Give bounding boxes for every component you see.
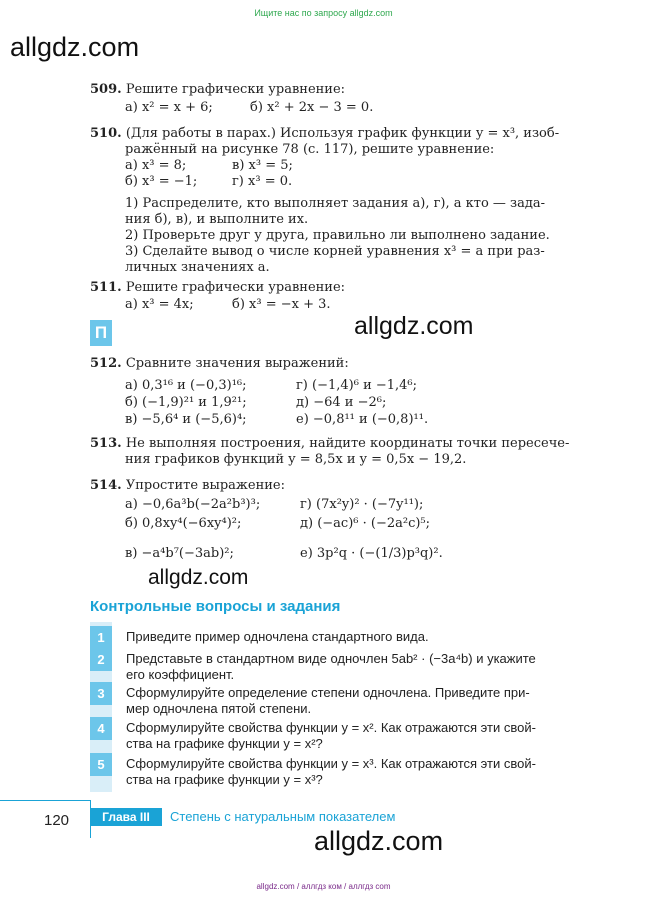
pair-work-marker: П [90,320,112,346]
bottom-links[interactable]: allgdz.com / аллгдз ком / аллгдз com [256,882,391,891]
question-text: Сформулируйте определение степени одночлена. Приведите при- [126,685,530,700]
step-510-1: 1) Распределите, кто выполняет задания а), г), а кто — зада- [125,196,546,211]
item-514-v: в) −a⁴b⁷(−3ab)²; [125,546,234,561]
question-text-cont: ства на графике функции y = x³? [126,772,323,787]
item-510-b: б) x³ = −1; [125,174,198,189]
exercise-text: Решите графически уравнение: [125,82,346,97]
question-number: 1 [90,626,112,649]
step-510-3: 3) Сделайте вывод о числе корней уравнения x³ = a при раз- [125,244,545,259]
item-511-b: б) x³ = −x + 3. [232,297,331,312]
step-510-1b: ния б), в), и выполните их. [125,212,309,227]
question-text: Сформулируйте свойства функции y = x³. Как отражаются эти свой- [126,756,536,771]
item-510-a: а) x³ = 8; [125,158,187,173]
exercise-text: Упростите выражение: [125,478,285,493]
item-510-v: в) x³ = 5; [232,158,293,173]
exercise-512 [90,356,349,372]
watermark-top: allgdz.com [10,32,140,62]
item-514-d: д) (−ac)⁶ · (−2a²c)⁵; [300,516,431,531]
question-number: 5 [90,753,112,776]
exercise-513-line2: ния графиков функций y = 8,5x и y = 0,5x − 19,2. [125,452,467,467]
exercise-number: 509. [90,82,122,97]
item-514-e: е) 3p²q · (−(1/3)p³q)². [300,546,443,561]
watermark-lower: allgdz.com [148,566,249,589]
exercise-number: 513. [90,436,122,451]
exercise-text: Решите графически уравнение: [125,280,346,295]
item-514-g: г) (7x²y)² · (−7y¹¹); [300,497,424,512]
exercise-number: 510. [90,126,122,141]
exercise-513 [90,436,569,452]
watermark-mid: allgdz.com [354,312,474,340]
item-510-g: г) x³ = 0. [232,174,293,189]
item-512-g: г) (−1,4)⁶ и −1,4⁶; [296,378,418,393]
question-text: Представьте в стандартном виде одночлен 5ab² · (−3a⁴b) и укажите [126,651,536,666]
exercise-number: 512. [90,356,122,371]
exercise-510 [90,126,559,142]
item-509-b: б) x² + 2x − 3 = 0. [250,100,374,115]
item-509-a: а) x² = x + 6; [125,100,213,115]
chapter-title: Степень с натуральным показателем [170,809,396,824]
item-514-b: б) 0,8xy⁴(−6xy⁴)²; [125,516,242,531]
item-512-d: д) −64 и −2⁶; [296,395,387,410]
question-text-cont: ства на графике функции y = x²? [126,736,323,751]
exercise-text: (Для работы в парах.) Используя график функции y = x³, изоб- [125,126,560,141]
watermark-bottom: allgdz.com [314,826,444,856]
exercise-509 [90,82,345,98]
section-title: Контрольные вопросы и задания [90,598,341,615]
question-number: 3 [90,682,112,705]
item-512-a: а) 0,3¹⁶ и (−0,3)¹⁶; [125,378,247,393]
question-text-cont: мер одночлена пятой степени. [126,701,312,716]
question-text: Сформулируйте свойства функции y = x². Как отражаются эти свой- [126,720,536,735]
page-number: 120 [44,812,70,829]
exercise-511 [90,280,345,296]
exercise-number: 514. [90,478,122,493]
exercise-514 [90,478,285,494]
footer-rule [0,800,90,801]
item-511-a: а) x³ = 4x; [125,297,194,312]
exercise-number: 511. [90,280,122,295]
step-510-3b: личных значениях a. [125,260,270,275]
item-514-a: а) −0,6a³b(−2a²b³)³; [125,497,261,512]
step-510-2: 2) Проверьте друг у друга, правильно ли выполнено задание. [125,228,550,243]
item-512-b: б) (−1,9)²¹ и 1,9²¹; [125,395,247,410]
item-512-v: в) −5,6⁴ и (−5,6)⁴; [125,412,247,427]
item-512-e: е) −0,8¹¹ и (−0,8)¹¹. [296,412,429,427]
question-number: 2 [90,648,112,671]
question-text: Приведите пример одночлена стандартного вида. [126,629,429,644]
exercise-text: Не выполняя построения, найдите координаты точки пересече- [125,436,570,451]
exercise-510-line2: ражённый на рисунке 78 (с. 117), решите уравнение: [125,142,495,157]
top-banner[interactable]: Ищите нас по запросу allgdz.com [254,8,393,18]
question-number: 4 [90,717,112,740]
chapter-label: Глава III [90,808,162,826]
question-text-cont: его коэффициент. [126,667,235,682]
exercise-text: Сравните значения выражений: [125,356,349,371]
